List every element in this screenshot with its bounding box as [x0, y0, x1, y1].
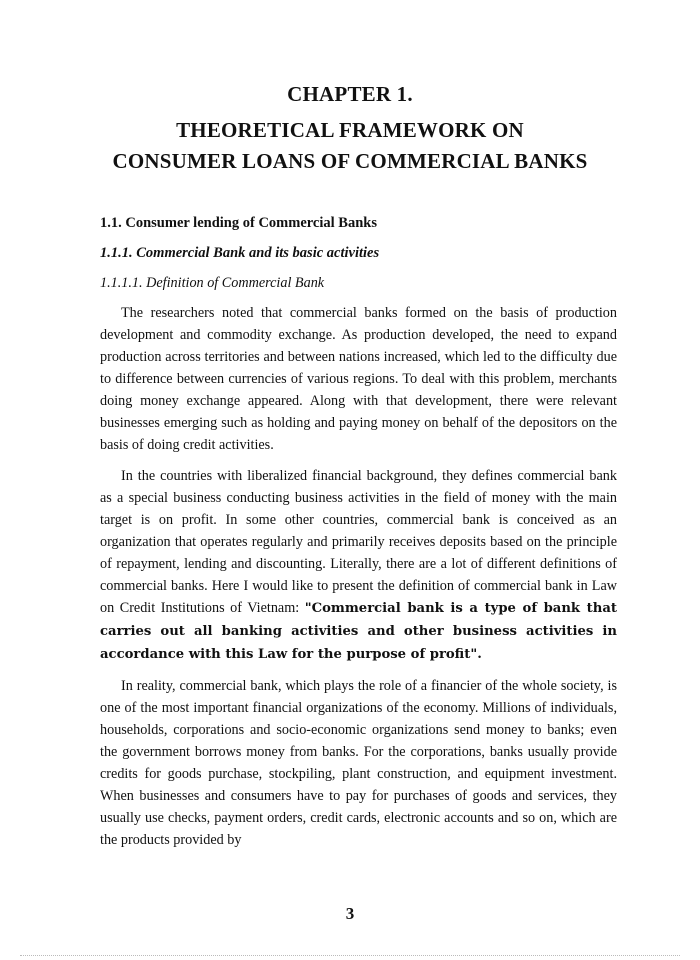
page-bottom-divider [20, 955, 680, 956]
paragraph-3: In reality, commercial bank, which plays the role of a financier of the whole society, is one of the most important financial organizations of the economy. Millions of individuals, households, corporations and socio-economic organizations send money to banks; even the government borrows money from banks. For the corporations, banks usually provide credits for goods purchase, stockpiling, plant construction, and equipment investment. When businesses and consumers have to pay for purchases of goods and services, they usually use checks, payment orders, credit cards, electronic accounts and so on, which are the products provided by [100, 678, 617, 848]
chapter-number: CHAPTER 1. [287, 82, 413, 106]
section-heading-1-1-1: 1.1.1. Commercial Bank and its basic activities [100, 245, 380, 261]
paragraph-2 [100, 465, 617, 666]
paragraph-1: The researchers noted that commercial banks formed on the basis of production development and commodity exchange. As production developed, the need to expand production across territories and between nations increased, which led to the difficulty due to difference between currencies of various regions. To deal with this problem, merchants doing money exchange appeared. Along with that development, there were relevant businesses emerging such as holding and paying money on behalf of the depositors on the basis of doing credit activities. [100, 305, 617, 453]
chapter-title-line-1: THEORETICAL FRAMEWORK ON [176, 118, 524, 142]
body-content [100, 212, 617, 860]
chapter-title-line-2: CONSUMER LOANS OF COMMERCIAL BANKS [112, 149, 588, 173]
paragraph-2-text: In the countries with liberalized financial background, they defines commercial bank as a special business conducting business activities in the field of money with the main target is on profit. In some other countries, commercial bank is conceived as an organization that operates regularly and primarily receives deposits based on the principle of repayment, lending and discounting. Literally, there are a lot of different definitions of commercial banks. Here I would like to present the definition of commercial bank in Law on Credit Institutions of Vietnam: [100, 468, 617, 616]
section-heading-1-1-1-1: 1.1.1.1. Definition of Commercial Bank [100, 275, 325, 291]
page-number: 3 [345, 904, 355, 923]
section-heading-1-1: 1.1. Consumer lending of Commercial Banks [100, 215, 377, 231]
law-definition-quote: "Commercial bank is a type of bank that carries out all banking activities and other business activities in accordance with this Law for the purpose of profit". [100, 601, 617, 662]
